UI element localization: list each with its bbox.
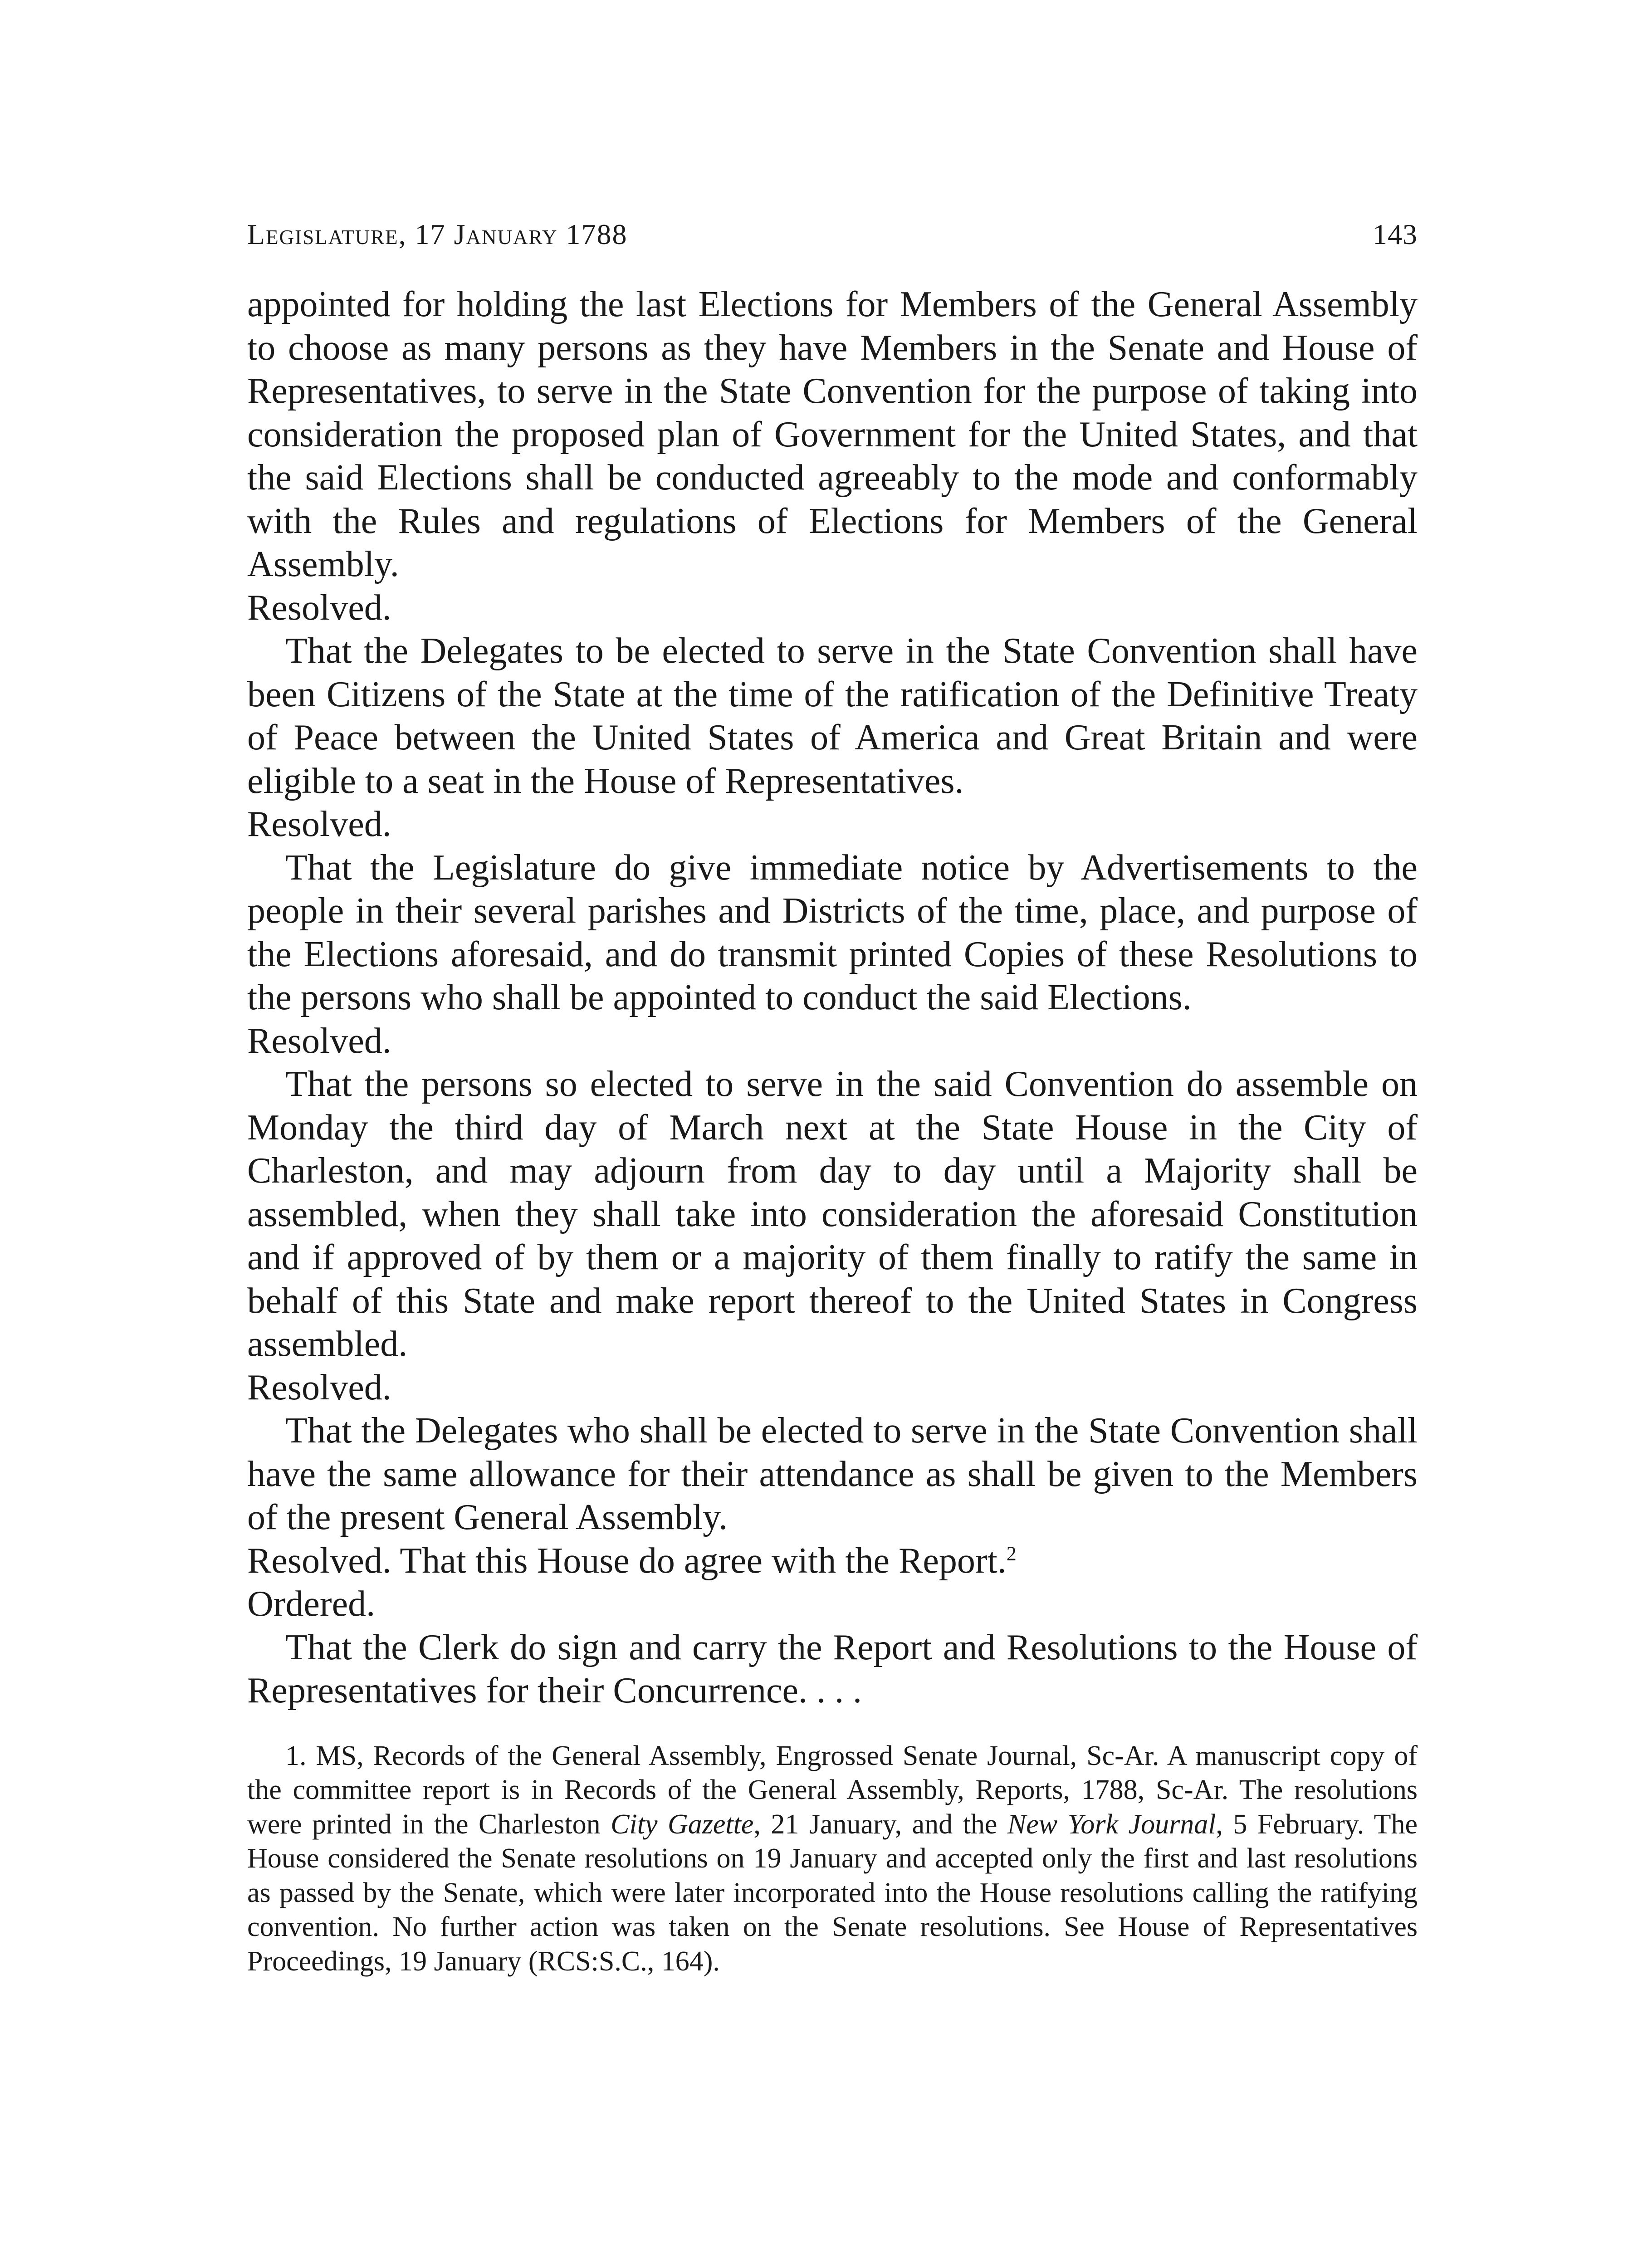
footnote-text: , 5 February. The House considered the Senate resolutions on 19 January and accepted only the first and last resolutions as passed by the Senate, which were later incorporated into the House resolutions calling the ratifying convention. No further action was taken on the Senate resolutions. See House of Representatives Proceedings, 19 January (RCS:S.C., 164).	[247, 1809, 1418, 1977]
footnote-italic-title: City Gazette	[611, 1809, 754, 1840]
ordered-label: Ordered.	[247, 1584, 376, 1624]
resolved-label: Resolved.	[247, 587, 391, 628]
resolved-label: Resolved.	[247, 1367, 391, 1408]
footnote-italic-title: New York Journal	[1007, 1809, 1216, 1840]
footnote-text: , 21 January, and the	[753, 1809, 1007, 1840]
running-head	[247, 218, 1418, 251]
paragraph: That the Delegates who shall be elected to serve in the State Convention shall have the same allowance for their attendance as shall be given to the Members of the present General Assembly.	[247, 1411, 1418, 1537]
footnote-ref[interactable]: 2	[1006, 1542, 1017, 1564]
paragraph: That the Delegates to be elected to serve in the State Convention shall have been Citizens of the State at the time of the ratification of the Definitive Treaty of Peace between the United States of America and Great Britain and were eligible to a seat in the House of Representatives.	[247, 631, 1418, 801]
footnotes	[247, 1739, 1418, 1979]
footnote-text: 1. MS, Records of the General Assembly, Engrossed Senate Journal, Sc-Ar. A manuscript copy of the committee report is in Records of the General Assembly, Reports, 1788, Sc-Ar. The resolutions were printed in the Charleston	[247, 1740, 1418, 1840]
main-text	[247, 283, 1418, 1713]
resolved-agree-line	[247, 1540, 1418, 1583]
page-number: 143	[1373, 218, 1418, 250]
document-page	[247, 218, 1418, 1979]
paragraph: That the Clerk do sign and carry the Report and Resolutions to the House of Representatives for their Concurrence. . . .	[247, 1627, 1418, 1711]
paragraph: That the persons so elected to serve in the said Convention do assemble on Monday the third day of March next at the State House in the City of Charleston, and may adjourn from day to day until a Majority shall be assembled, when they shall take into consideration the aforesaid Constitution and if approved of by them or a majority of them finally to ratify the same in behalf of this State and make report thereof to the United States in Congress assembled.	[247, 1064, 1418, 1364]
resolved-label: Resolved.	[247, 804, 391, 844]
footnote-1	[247, 1739, 1418, 1979]
running-head-title: Legislature, 17 January 1788	[247, 218, 628, 250]
paragraph: appointed for holding the last Elections for Members of the General Assembly to choose as many persons as they have Members in the Senate and House of Representatives, to serve in the State Convention for the purpose of taking into consideration the proposed plan of Government for the United States, and that the said Elections shall be conducted agreeably to the mode and conformably with the Rules and regulations of Elections for Members of the General Assembly.	[247, 284, 1418, 584]
resolved-agree-text: Resolved. That this House do agree with the Report.	[247, 1540, 1007, 1581]
paragraph: That the Legislature do give immediate notice by Advertisements to the people in their several parishes and Districts of the time, place, and purpose of the Elections aforesaid, and do transmit printed Copies of these Resolutions to the persons who shall be appointed to conduct the said Elections.	[247, 847, 1418, 1017]
resolved-label: Resolved.	[247, 1021, 391, 1061]
